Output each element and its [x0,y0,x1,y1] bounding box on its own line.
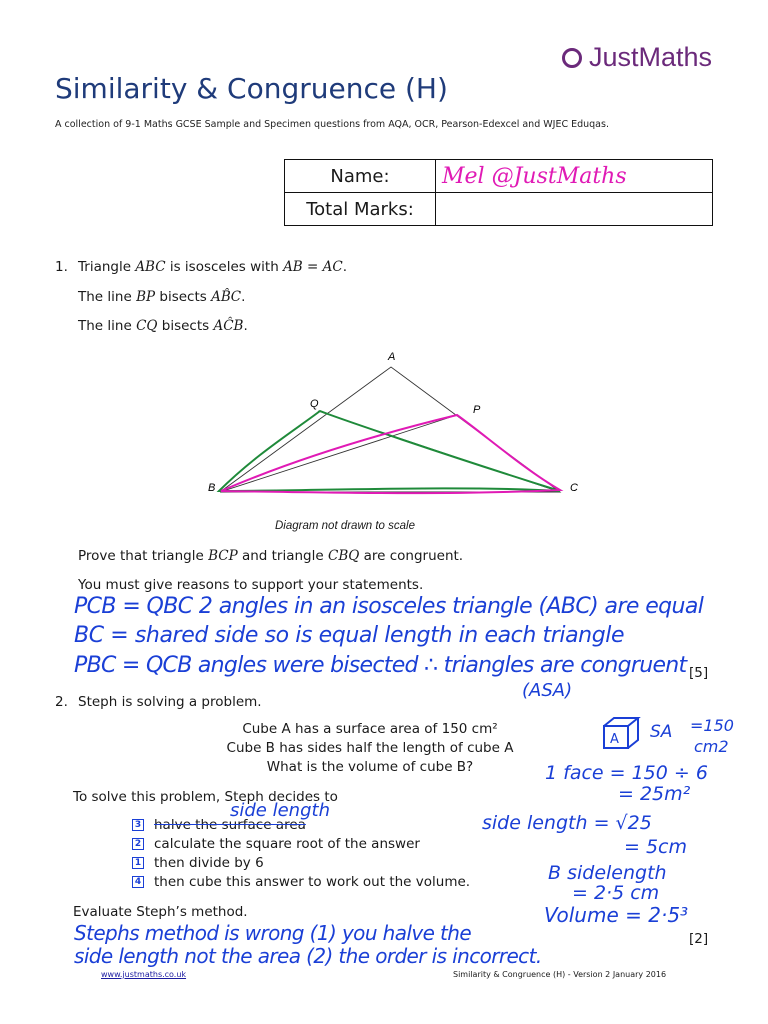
q2-hand-volume: Volume = 2·5³ [544,903,689,927]
q1-line2 [78,289,245,305]
q1-line1-mid: is isosceles with [165,259,284,275]
q1-hand-line1: PCB = QBC 2 angles in an isosceles triangle (ABC) are equal [74,594,704,619]
logo-text: JustMaths [588,42,712,72]
label-q: Q [310,398,319,410]
q2-hand-eval2: side length not the area (2) the order is incorrect. [74,944,542,968]
q2-hand-face: 1 face = 150 ÷ 6 [545,762,708,784]
q1-line3 [78,318,248,334]
q1-line2-mid: bisects [155,289,212,305]
line-bp [220,415,457,492]
q1-prove-text: Prove that triangle [78,548,209,564]
q1-line2-text: The line [78,289,137,305]
q2-hand-side: side length = √25 [482,812,652,834]
q1-line3-end: . [243,318,248,334]
q2-step-1 [132,817,470,833]
q1-hand-line2: BC = shared side so is equal length in each triangle [74,623,625,648]
q2-step-4 [132,874,470,890]
logo-ring-icon [561,47,583,69]
q1-line1-end: . [342,259,348,275]
step-text: then divide by 6 [154,855,264,871]
q2-steps-list [132,817,470,890]
q2-number: 2. [55,694,68,710]
total-marks-label: Total Marks: [285,193,436,226]
label-b: B [208,482,216,494]
q2-hand-b1: B sidelength [548,862,667,884]
q1-math-cq: CQ [136,318,158,334]
step-text: then cube this answer to work out the volume. [154,874,471,890]
label-c: C [570,482,578,494]
q2-intro: Steph is solving a problem. [78,694,262,710]
step-order-box[interactable]: 4 [132,876,144,888]
q1-hand-asa: (ASA) [522,680,573,701]
q2-hand-eval1: Stephs method is wrong (1) you halve the [74,921,472,945]
step-order-box[interactable]: 1 [132,857,144,869]
q1-math-abc-angle: AB̂C [211,289,242,305]
step-text: calculate the square root of the answer [154,836,420,852]
q1-prove-mid: and triangle [237,548,328,564]
q2-hand-sa: SA [650,722,673,742]
q1-math-bcp: BCP [208,548,238,564]
q2-hand-side-length: side length [230,800,330,821]
footer-version: Similarity & Congruence (H) - Version 2 January 2016 [453,970,667,979]
footer-link[interactable]: www.justmaths.co.uk [101,970,187,979]
step-order-box[interactable]: 2 [132,838,144,850]
q2-problem2: Cube B has sides half the length of cube A [226,740,514,756]
q2-marks: [2] [689,931,709,947]
diagram-caption: Diagram not drawn to scale [275,520,415,532]
triangle-diagram [195,345,595,505]
justmaths-logo [561,42,712,73]
q1-math-bp: BP [136,289,156,305]
q2-hand-face2: = 25m² [618,783,691,805]
name-marks-table [284,159,713,226]
q1-math-eq: AB = AC [283,259,343,275]
q1-math-abc: ABC [135,259,166,275]
q2-hand-sa-value: =150 [690,716,734,735]
name-label: Name: [285,160,436,193]
total-marks-value[interactable] [436,193,713,226]
q2-method-intro: To solve this problem, Steph decides to [73,789,338,805]
label-a: A [388,351,396,363]
triangle-abc-outline [220,367,560,492]
q1-prove [78,548,463,564]
step-text: halve the surface area [154,817,306,833]
q1-hand-line3: PBC = QCB angles were bisected ∴ triangles are congruent [74,653,687,678]
page-title: Similarity & Congruence (H) [55,72,448,105]
q1-prove-end: are congruent. [359,548,464,564]
q1-line2-end: . [241,289,246,305]
name-value[interactable]: Mel @JustMaths [436,160,713,193]
q2-step-3 [132,855,470,871]
triangle-cbq-highlight [219,411,560,491]
q2-step-2 [132,836,470,852]
step-order-box[interactable]: 3 [132,819,144,831]
q2-hand-b2: = 2·5 cm [572,882,660,904]
q1-line3-text: The line [78,318,137,334]
q2-evaluate: Evaluate Steph’s method. [73,904,248,920]
q1-reasons: You must give reasons to support your statements. [78,577,424,593]
cube-label: A [610,732,619,747]
cube-sketch-icon [602,716,642,752]
q2-problem3: What is the volume of cube B? [266,759,474,775]
page-subtitle: A collection of 9-1 Maths GCSE Sample and Specimen questions from AQA, OCR, Pearson-Edexcel and WJEC Eduqas. [55,119,609,130]
q1-line1 [78,259,347,275]
q1-line3-mid: bisects [157,318,214,334]
q1-math-cbq: CBQ [327,548,360,564]
q1-marks: [5] [689,665,709,681]
q2-hand-cm2: cm2 [694,737,729,756]
q1-math-acb-angle: AĈB [213,318,244,334]
q2-hand-side2: = 5cm [624,836,688,858]
q1-number: 1. [55,259,68,275]
q2-problem1: Cube A has a surface area of 150 cm² [242,721,498,737]
q1-line1-text: Triangle [78,259,136,275]
label-p: P [473,404,481,416]
